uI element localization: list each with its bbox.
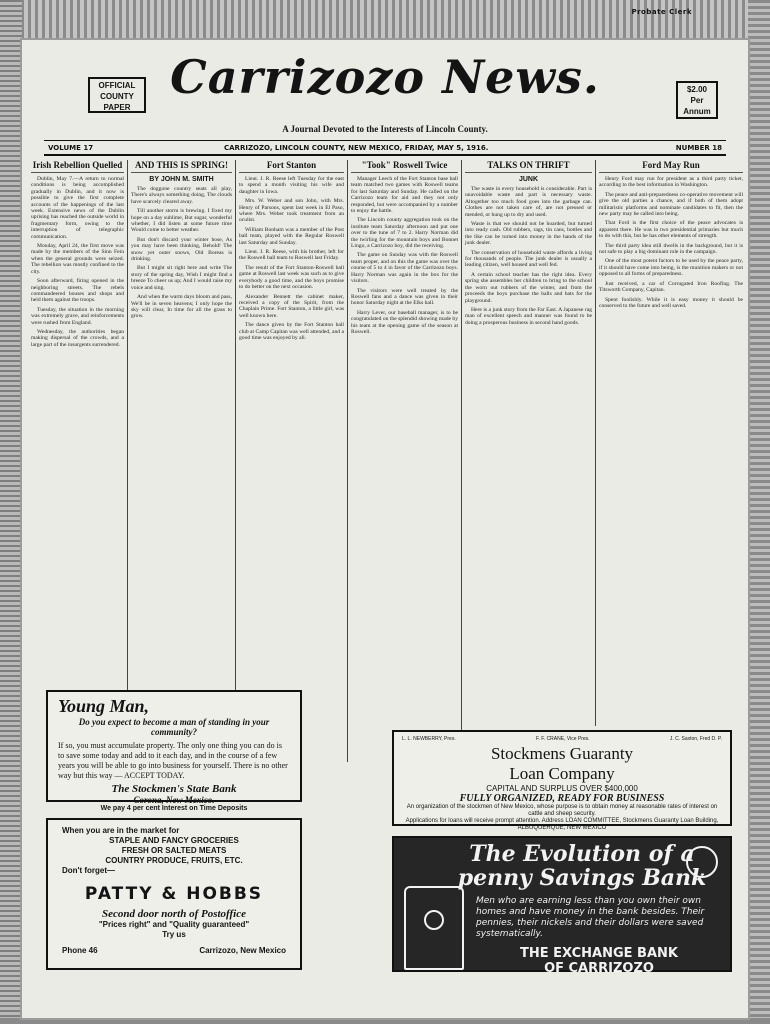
paragraph: But don't discard your winter hose, As you may have been thinking, Behold! The snow yet outer snows, Old Boreas is drinking.: [131, 236, 232, 263]
scan-edge-bottom: [0, 1018, 770, 1024]
ad-patty-hobbs: [46, 818, 302, 970]
ad-subhead: Do you expect to become a man of standing in your community?: [78, 717, 270, 737]
paragraph: The third party idea still dwells in the background, but it is not safe to play a big dominant role in the campaign.: [599, 242, 743, 256]
tagline: A Journal Devoted to the Interests of Lincoln County.: [282, 124, 488, 134]
ad-bank-name: The Stockmen's State Bank: [111, 783, 237, 795]
paragraph: Lieut. J. R. Reese left Tuesday for the east to spend a month visiting his wife and daughter in Iowa.: [239, 176, 344, 195]
ad-prices: "Prices right" and "Quality guaranteed": [98, 920, 250, 929]
column-roswell: [348, 160, 462, 762]
price-per: Per: [690, 96, 704, 105]
paragraph: The game on Sunday was with the Roswell team proper, and on this the game was over the course of 5 to 4 in favor of the Carrizozo boys. Harry Norman was again in the box for the visitors.: [351, 252, 458, 285]
subhead: JUNK: [518, 176, 539, 183]
paragraph: Manager Leech of the Fort Stanton base ball team matched two games with Roswell teams for last Saturday and Sunday. He called on the Carrizozo team for aid and they not only responded, but were accompanied by a number to enjoy the battle.: [351, 176, 458, 215]
paragraph: Just received, a car of Corrugated Iron Roofing. The Titsworth Company, Capitan.: [599, 280, 743, 294]
paragraph: Alexander Bennett the cabinet maker, received a copy of the Spirit, from the Chaplain Prime. Fort Stanton, a little girl, was well known here.: [239, 293, 344, 319]
scan-edge-left: [0, 0, 22, 1024]
paragraph: A certain school teacher has the right idea. Every spring she assembles her children to bring to the school the worn out rubbers of the winter, and from the proceeds the boys purchase the balls and bats for the playground.: [465, 271, 592, 304]
paragraph: And when the warm days bloom and pass, We'll be in seven heavens; I only hope the sky will clear, In time for all the grass to grow.: [131, 294, 232, 320]
paragraph: The visitors were well treated by the Roswell fans and a dance was given in their honor Saturday night at the Elks hall.: [351, 287, 458, 307]
paragraph: Tuesday, the situation in the morning was extremely grave, and reinforcements were rushed from England.: [31, 306, 124, 326]
paragraph: Dublin, May 7.—A return to normal conditions is being accomplished gradually in Dublin, and it now is possible to give the first complete accounts of the happenings of the last week. Extensive news of the Dublin uprising has reached the outside world in fragmentary form, owing to the interruption of telegraphic communication.: [31, 176, 124, 240]
ad-contact-row: [62, 946, 286, 956]
price-annum: Annum: [683, 107, 711, 116]
ad-evo-title: The Evolution of a penny Savings Bank: [457, 841, 707, 891]
paragraph: William Bonham was a member of the Post ball team, played with the Regular Roswell last Saturday and Sunday.: [239, 226, 344, 246]
paragraph: Wednesday, the authorities began making dispersal of the crowds, and a large part of the insurgents surrendered.: [31, 328, 124, 348]
byline: BY JOHN M. SMITH: [149, 176, 214, 183]
official-line-1: OFFICIAL: [98, 81, 136, 90]
ad-young-man: [46, 690, 302, 812]
column-thrift: [462, 160, 596, 726]
paragraph: The conservation of household waste affords a living for thousands of people. The junk dealer is usually a leading citizen, well housed and well fed.: [465, 249, 592, 269]
scan-edge-top: [0, 0, 770, 40]
ad-footer: We pay 4 per cent Interest on Time Deposits: [100, 805, 248, 812]
paragraph: Spent foolishly. While it is easy money it should be conserved to the future and well saved.: [599, 296, 743, 309]
apply-info: Applications for loans will receive prompt attention. Address LOAN COMMITTEE, Stockmens Guaranty Loan Building, ALBUQUERQUE, NEW MEXICO: [405, 818, 719, 831]
price-amount: $2.00: [686, 85, 708, 94]
price-box: [676, 81, 718, 119]
column-irish-rebellion: [28, 160, 128, 762]
paragraph: That Ford is the first choice of the peace advocates is apparent there. He was in two presidential primaries but much to do with this, but he has other elements of strength.: [599, 220, 743, 240]
store-town: Carrizozo, New Mexico: [199, 946, 286, 955]
paragraph: The result of the Fort Stanton-Roswell ball game at Roswell last week was such as to give everybody a good time, and the boys promise to do better on the next occasion.: [239, 264, 344, 291]
coin-icon: [686, 846, 718, 878]
paragraph: Monday, April 24, the first move was made by the members of the Sinn Fein when the general grounds were seized. The rebellion was mostly confined to the city.: [31, 243, 124, 275]
official-line-3: PAPER: [103, 103, 131, 112]
ad-body: If so, you must accumulate property. The only one thing you can do is to save some today and add to it each day, and in the course of a few years you will be able to go into business for yourself. There is no other way but this way — ACCEPT TODAY.: [58, 741, 288, 780]
paragraph: The peace and anti-preparedness co-operative movement will give the old parties a chance, and if both of them adopt militaristic platforms and nominate candidates to fit, then the new party may be called into being.: [599, 191, 743, 218]
store-name: PATTY & HOBBS: [84, 884, 264, 904]
paragraph: Mrs. W. Weber and son John, with Mrs. Henry of Parsons, spent last week in El Paso, where Mrs. Weber took treatment from an oculist.: [239, 198, 344, 224]
store-phone: Phone 46: [62, 946, 98, 955]
description: An organization of the stockmen of New Mexico, whose purpose is to obtain money at reasonable rates of interest on cattle and sheep security.: [406, 804, 718, 817]
location-date: CARRIZOZO, LINCOLN COUNTY, NEW MEXICO, FRIDAY, MAY 5, 1916.: [224, 144, 489, 152]
paragraph: Here is a junk story from the Far East. A Japanese rag man of excellent speech and manner was found to be doing a prosperous business in second hand goods.: [465, 306, 592, 326]
official-line-2: COUNTY: [100, 92, 134, 101]
paragraph: The dance given by the Fort Stanton ball club at Camp Capitan was well attended, and a good time was enjoyed by all.: [239, 322, 344, 341]
officer: L. L. NEWBERRY, Pres.: [402, 736, 456, 742]
ad-location: Corona, New Mexico.: [133, 795, 215, 805]
volume-label: VOLUME 17: [48, 144, 94, 152]
paragraph: The Lincoln county aggregation took on the institute team Saturday afternoon and put one over to the tune of 7 to 2. Harry Norman did the twirling for the mountain boys and Bonnet Lingo, a Carrizozo boy, did the receiving.: [351, 217, 458, 250]
company-name-2: Loan Company: [509, 764, 615, 783]
officer: F. F. CRANE, Vice Pres.: [536, 736, 590, 742]
ad-line: FRESH OR SALTED MEATS: [121, 846, 227, 855]
capital: CAPITAL AND SURPLUS OVER $400,000: [486, 784, 638, 793]
paragraph: But I might sit right here and write The story of the spring day, Wish I might find a breeze To cheer us up; And I would raise my voice and sing.: [131, 265, 232, 291]
column-spring-poem: [128, 160, 236, 762]
paragraph: Soon afterward, firing opened in the neighboring streets. The rebels commandeered houses and shops and held them against the troops.: [31, 278, 124, 304]
ad-line: Don't forget—: [62, 866, 116, 875]
scan-edge-right: [748, 0, 770, 1024]
officer-row: [402, 736, 722, 742]
headline: TALKS ON THRIFT: [465, 160, 592, 173]
paragraph: Harry Lever, our baseball manager, is to be congratulated on the splendid showing made by his team at the opening game of the season at Roswell.: [351, 309, 458, 335]
ad-stockmens-guaranty: [392, 730, 732, 831]
ad-evolution-savings: [392, 836, 732, 976]
ad-evo-body: Men who are earning less than you own their own homes and have money in the bank besides. Their pennies, their nickels and their dollars were saved systematically.: [476, 896, 705, 939]
ad-line: STAPLE AND FANCY GROCERIES: [109, 836, 239, 845]
ad-evo-bank: THE EXCHANGE BANK: [520, 946, 678, 961]
headline: "Took" Roswell Twice: [351, 160, 458, 173]
paragraph: Henry Ford may run for president as a third party ticket, according to the best information in Washington.: [599, 176, 743, 189]
headline: Irish Rebellion Quelled: [31, 160, 124, 173]
issue-number: NUMBER 18: [675, 144, 722, 152]
officer: J. C. Saxton, Fred D. P.: [669, 736, 722, 742]
paragraph: Waste is that we should not be hoarded, but turned into ready cash. Old rubbers, rags, tin cans, bottles and the like can be turned into money in the hands of the junk dealer.: [465, 221, 592, 247]
store-location: Second door north of Postoffice: [101, 908, 247, 920]
ad-headline: Young Man,: [58, 696, 150, 716]
ad-try: Try us: [162, 930, 186, 939]
motto: FULLY ORGANIZED, READY FOR BUSINESS: [459, 793, 665, 804]
dateline-bar: [44, 140, 726, 156]
ad-evo-town: OF CARRIZOZO: [544, 961, 654, 976]
column-ford: [596, 160, 746, 726]
paragraph: The doggone country seats all play, There's always something doing, The clouds have scarcely cleared away.: [131, 186, 232, 205]
paragraph: Till another storm is brewing. I fixed my hope on a day sublime, But sugar, wonderful whether, I did listen at some future time Would come to better weather.: [131, 208, 232, 234]
paragraph: One of the most potent factors to be used by the peace party, if it should have come into being, is the munition makers or not opposed to all forms of preparedness.: [599, 258, 743, 278]
headline: Fort Stanton: [239, 160, 344, 173]
safe-icon: [404, 886, 464, 970]
company-name-1: Stockmens Guaranty: [490, 744, 634, 763]
edge-label: Probate Clerk: [631, 8, 692, 16]
paragraph: The waste in every household is considerable. Part is unavoidable waste and part is necessary waste. Altogether too much food goes into the garbage can. Clothes are not taken care of, are not pressed or mended, or hung up to dry and used.: [465, 186, 592, 218]
headline: Ford May Run: [599, 160, 743, 173]
ad-line: COUNTRY PRODUCE, FRUITS, ETC.: [105, 856, 243, 865]
masthead-title: Carrizozo News.: [170, 50, 600, 104]
column-fort-stanton: [236, 160, 348, 762]
paragraph: Lieut. J. R. Reese, with his brother, left for the Roswell ball team to Roswell last Friday.: [239, 249, 344, 262]
ad-line: When you are in the market for: [62, 826, 180, 835]
headline: AND THIS IS SPRING!: [131, 160, 232, 173]
